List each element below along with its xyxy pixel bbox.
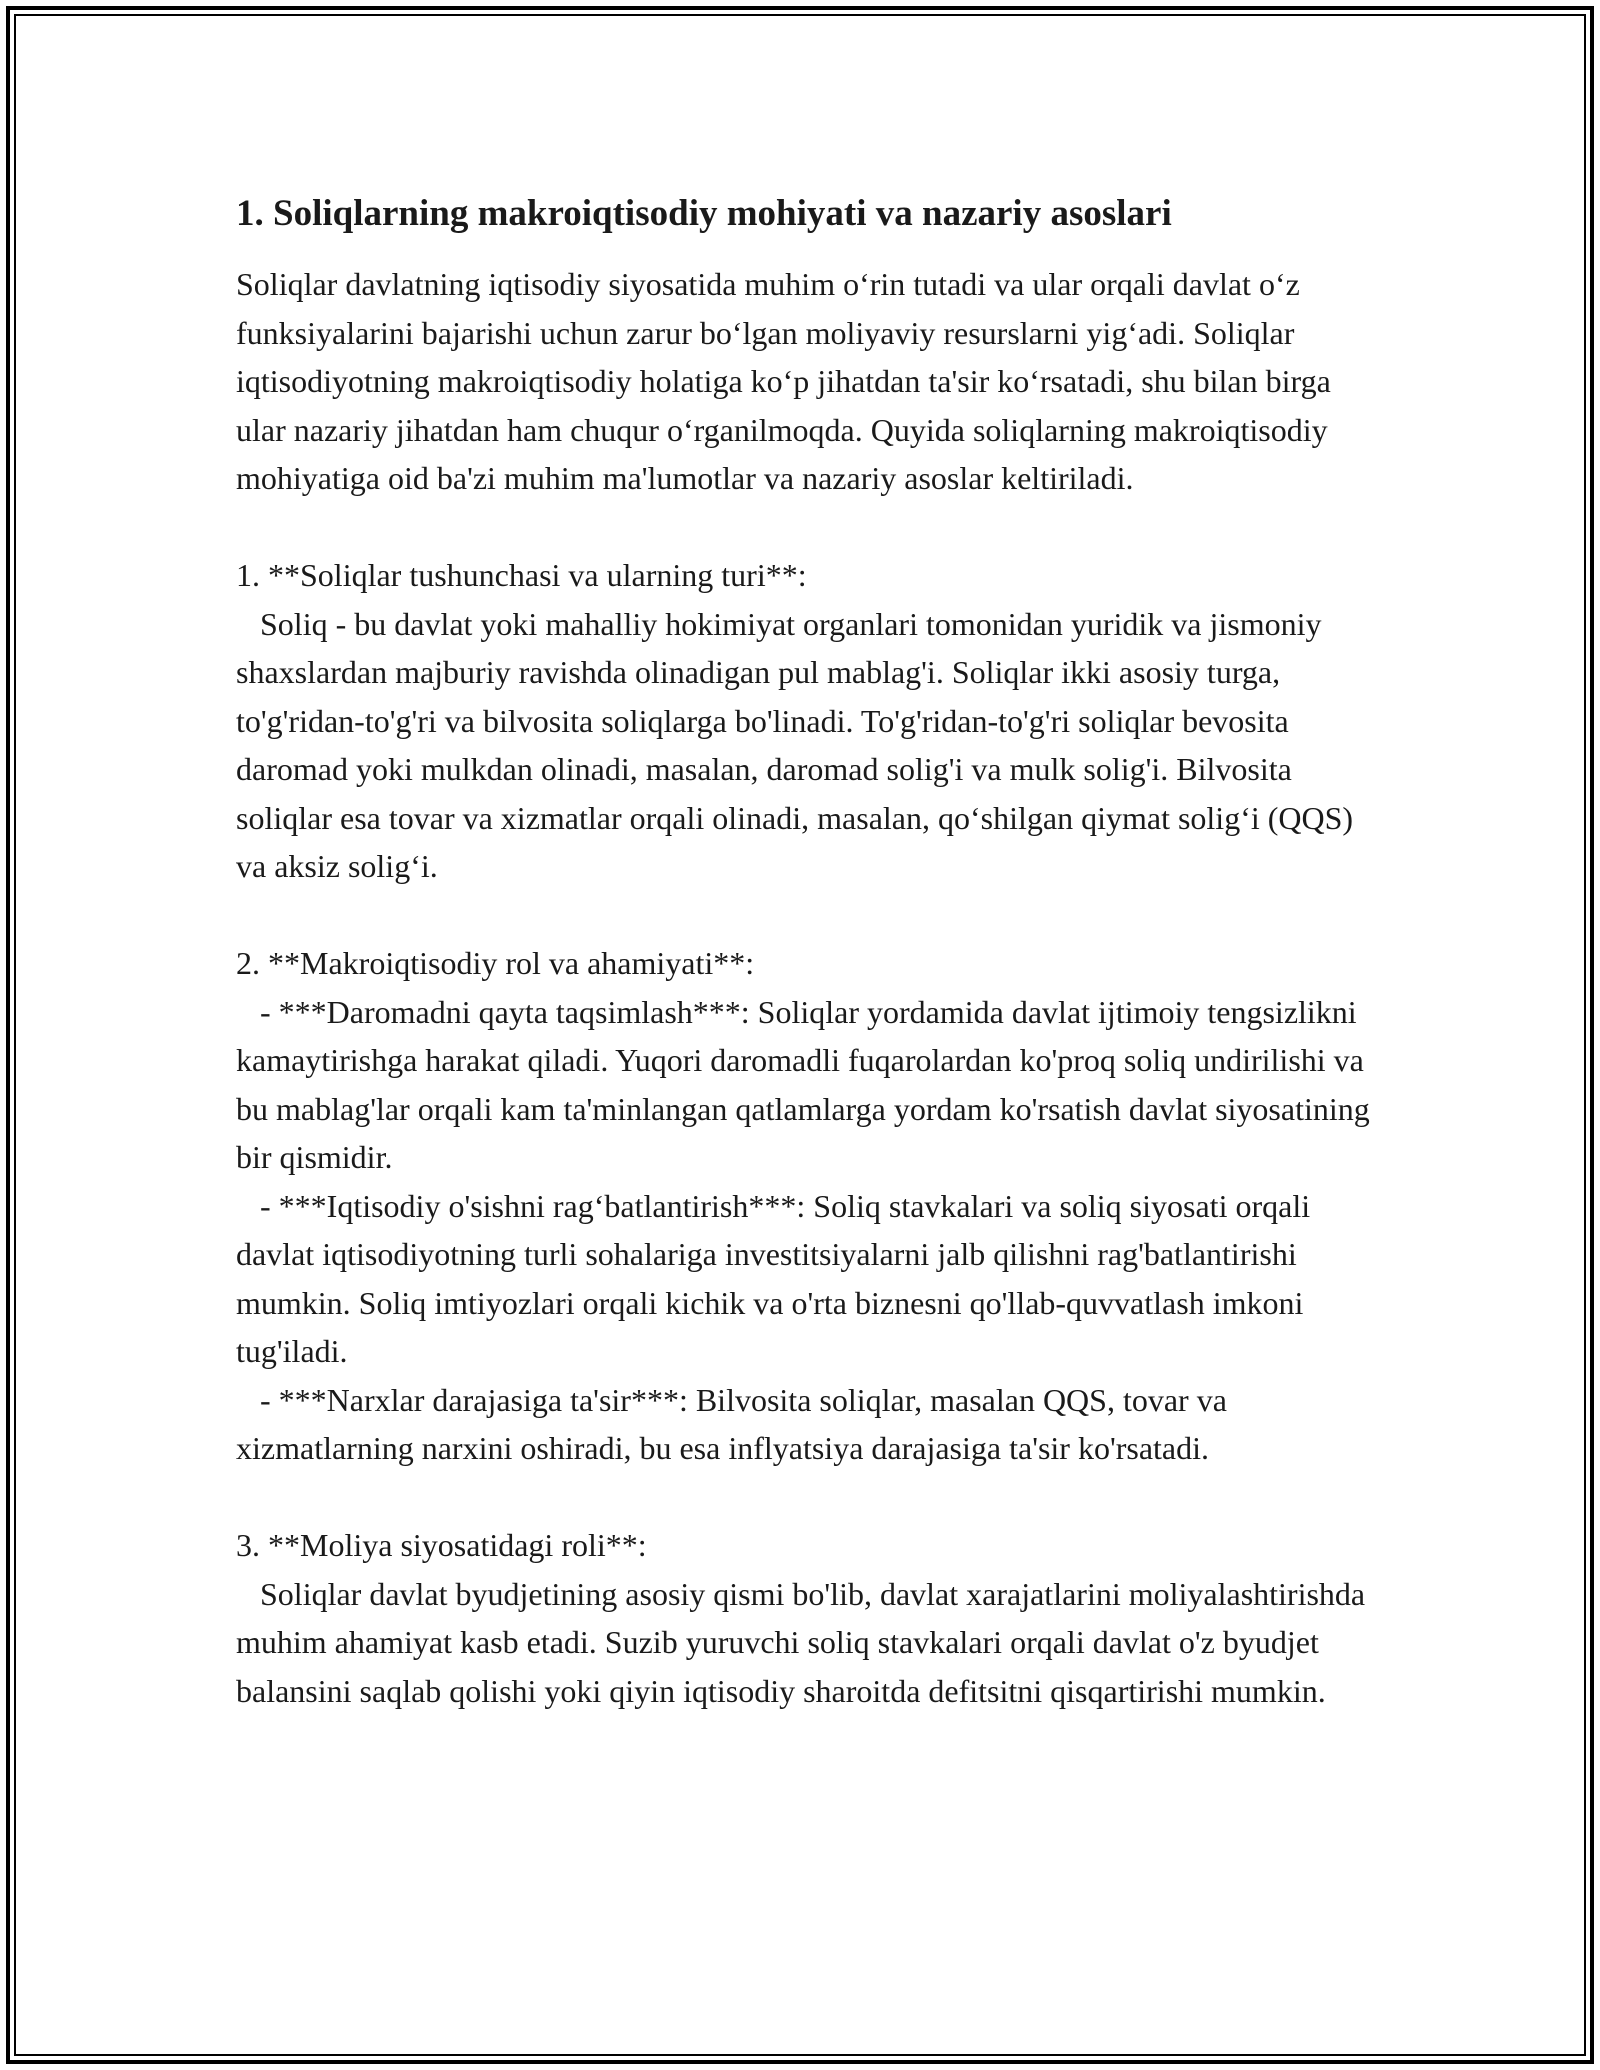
section-paragraph: - ***Daromadni qayta taqsimlash***: Soliqlar yordamida davlat ijtimoiy tengsizlikni kamaytirishga harakat qiladi. Yuqori daromadli fuqarolardan ko'proq soliq undirilishi va bu mablag'lar orqali kam ta'minlangan qatlamlarga yordam ko'rsatish davlat siyosatining bir qismidir. bbox=[236, 993, 1378, 1175]
section-heading: 2. **Makroiqtisodiy rol va ahamiyati**: bbox=[236, 945, 755, 981]
section-paragraph: Soliqlar davlat byudjetining asosiy qismi bo'lib, davlat xarajatlarini moliyalashtirishda muhim ahamiyat kasb etadi. Suzib yuruvchi soliq stavkalari orqali davlat o'z byudjet balansini saqlab qolishi yoki qiyin iqtisodiy sharoitda defitsitni qisqartirishi mumkin. bbox=[236, 1575, 1374, 1709]
section-paragraph: - ***Narxlar darajasiga ta'sir***: Bilvosita soliqlar, masalan QQS, tovar va xizmatlarning narxini oshiradi, bu esa inflyatsiya darajasiga ta'sir ko'rsatadi. bbox=[236, 1381, 1235, 1466]
document-body bbox=[236, 188, 1376, 1715]
section-paragraph: Soliq - bu davlat yoki mahalliy hokimiyat organlari tomonidan yuridik va jismoniy shaxslardan majburiy ravishda olinadigan pul mablag'i. Soliqlar ikki asosiy turga, to'g'ridan-to'g'ri va bilvosita soliqlarga bo'linadi. To'g'ridan-to'g'ri soliqlar bevosita daromad yoki mulkdan olinadi, masalan, daromad solig'i va mulk solig'i. Bilvosita soliqlar esa tovar va xizmatlar orqali olinadi, masalan, qo‘shilgan qiymat solig‘i (QQS) va aksiz solig‘i. bbox=[236, 605, 1362, 884]
section-2 bbox=[236, 939, 1376, 1473]
paragraph-spacer bbox=[236, 503, 1376, 552]
document-title: 1. Soliqlarning makroiqtisodiy mohiyati va nazariy asoslari bbox=[236, 193, 1172, 234]
section-3 bbox=[236, 1521, 1376, 1715]
paragraph-spacer bbox=[236, 891, 1376, 940]
section-paragraph: - ***Iqtisodiy o'sishni rag‘batlantirish***: Soliq stavkalari va soliq siyosati orqali davlat iqtisodiyotning turli sohalariga investitsiyalarni jalb qilishni rag'batlantirishi mumkin. Soliq imtiyozlari orqali kichik va o'rta biznesni qo'llab-quvvatlash imkoni tug'iladi. bbox=[236, 1187, 1319, 1369]
paragraph-spacer bbox=[236, 1473, 1376, 1522]
intro-paragraph: Soliqlar davlatning iqtisodiy siyosatida muhim o‘rin tutadi va ular orqali davlat o‘z funksiyalarini bajarishi uchun zarur bo‘lgan moliyaviy resurslarni yig‘adi. Soliqlar iqtisodiyotning makroiqtisodiy holatiga ko‘p jihatdan ta'sir ko‘rsatadi, shu bilan birga ular nazariy jihatdan ham chuqur o‘rganilmoqda. Quyida soliqlarning makroiqtisodiy mohiyatiga oid ba'zi muhim ma'lumotlar va nazariy asoslar keltiriladi. bbox=[236, 266, 1339, 496]
section-1 bbox=[236, 551, 1376, 891]
section-heading: 3. **Moliya siyosatidagi roli**: bbox=[236, 1527, 647, 1563]
section-heading: 1. **Soliqlar tushunchasi va ularning turi**: bbox=[236, 557, 807, 593]
